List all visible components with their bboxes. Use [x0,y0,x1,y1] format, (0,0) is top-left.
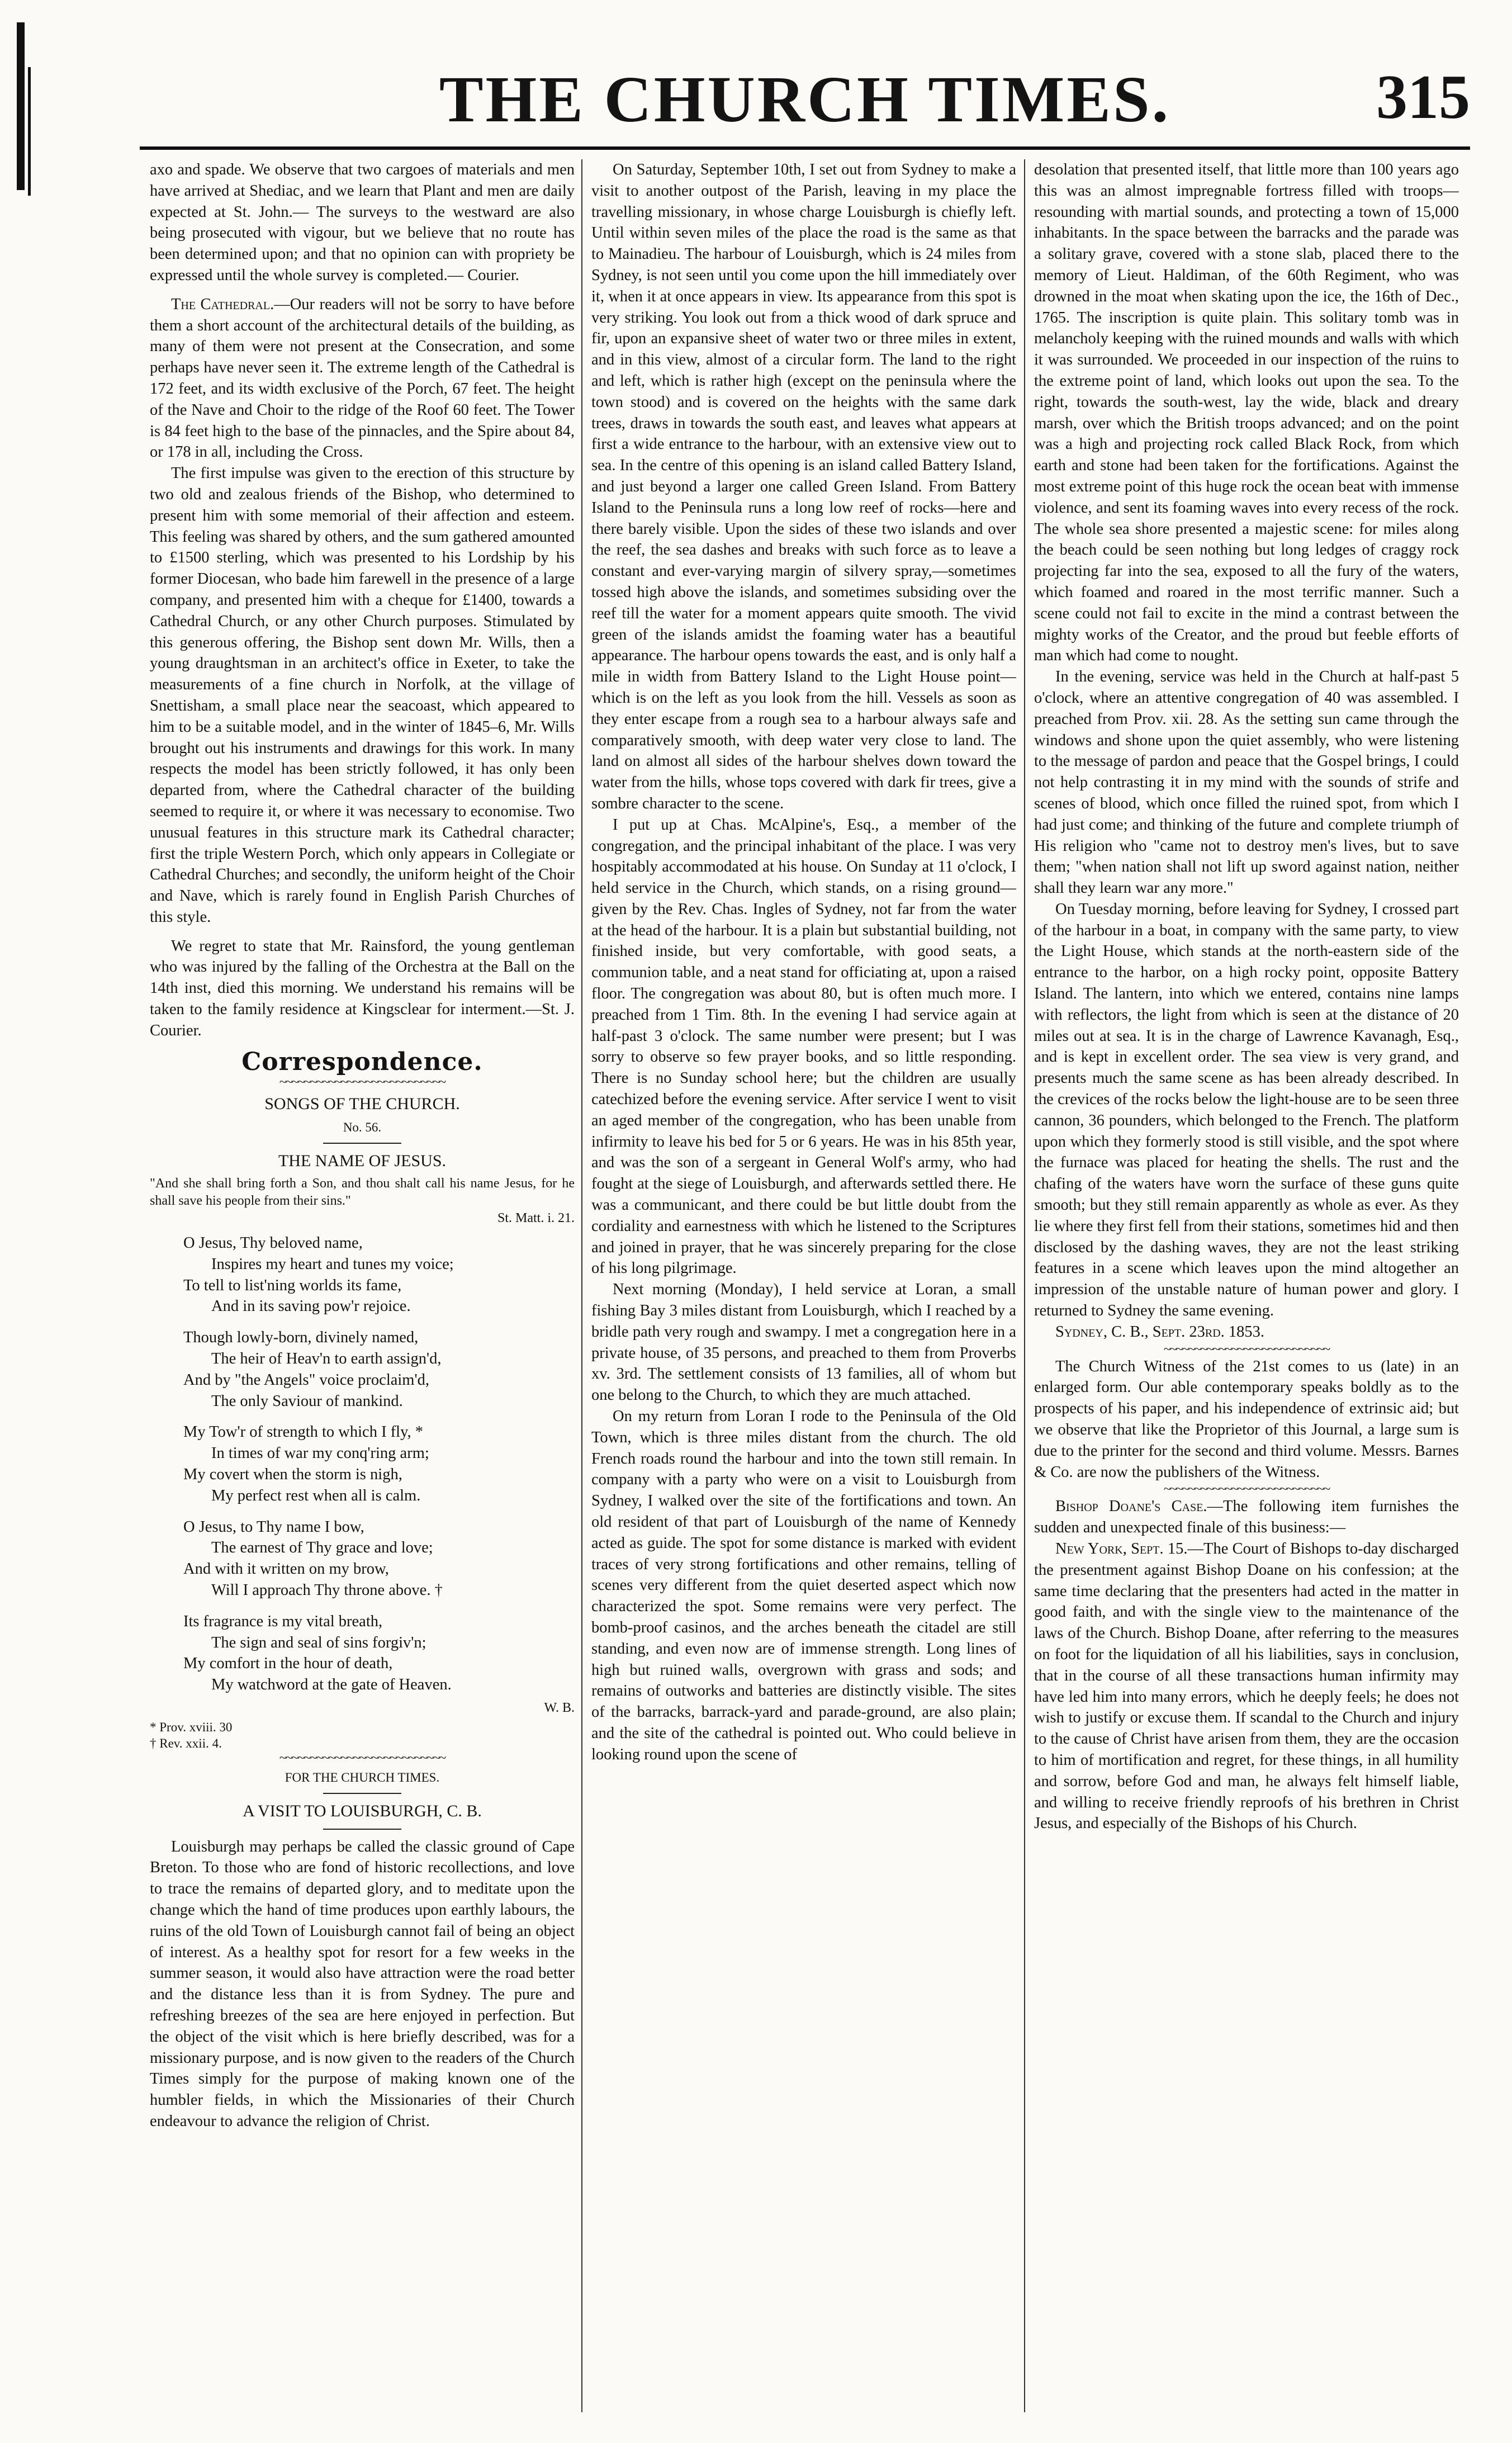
epigraph-reference: St. Matt. i. 21. [497,1211,575,1226]
new-york-text: —The Court of Bishops to-day discharged the presentment against Bishop Doane on his confession; at the same time declaring that the presenters had acted in the matter in good faith, and with the single view to the maintenance of the laws of the Church. Bishop Doane, after referring to the measures on foot for the liquidation of all his liabilities, says in conclusion, that in the course of all these transactions human infirmity may have led him into many errors, which he deeply feels; he does not wish to justify or excuse them. If scandal to the Church and injury to the cause of Christ have arisen from them, they are the occasion to him of mortification and regret, for these things, in all humility and sorrow, before God and man, he always felt himself liable, and willing to receive friendly reproofs of his brethren in Christ Jesus, and especially of the Bishops of his Church. [1034,1540,1459,1833]
visit-paragraph: On my return from Loran I rode to the Peninsula of the Old Town, which is three miles distant from the church. The old French roads round the harbour and into the town still remain. In company with a party who were on a visit to Louisburgh from Sydney, I walked over the site of the fortifications and town. An old resident of that part of Louisburgh of the name of Kennedy acted as guide. The spot for some distance is marked with evident traces of very strong fortifications and other remains, telling of scenes very different from the quiet deserted aspect which now characterized the spot. Some remains were very perfect. The bomb-proof casinos, and the arches beneath the citadel are still standing, and even now are of immense strength. Long lines of high but ruined walls, overgrown with grass and sods; and remains of outworks and batteries are distinctly visible. The sites of the barracks, barrack-yard and parade-ground, are also plain; and the site of the cathedral is pointed out. Who could believe in looking round upon the scene of [591,1408,1016,1763]
ornamental-divider: ~~~~~~~~~~~~~~~~~~~~~~~~~~~ [1163,1482,1330,1497]
epigraph [150,1175,575,1227]
epigraph-text: "And she shall bring forth a Son, and thou shalt call his name Jesus, for he shall save his people from their sins." [150,1176,575,1209]
hymn-stanza [183,1517,575,1601]
short-rule [323,1793,401,1794]
verse-line: O Jesus, Thy beloved name, [183,1234,363,1252]
column-1 [150,159,575,2418]
verse-line: My Tow'r of strength to which I fly, * [183,1423,424,1441]
hymn-stanza [183,1327,575,1412]
visit-paragraph: On Tuesday morning, before leaving for Sydney, I crossed part of the harbour in a boat, in company with the same party, to view the Light House, which stands at the north-eastern side of the entrance to the harbor, on a high rocky point, opposite Battery Island. The lantern, into which we entered, contains nine lamps with reflectors, the light from which is seen at the distance of 20 miles out at sea. It is in the charge of Lawrence Kavanagh, Esq., and is kept in excellent order. The sea view is very grand, and presents much the same scene as has been already described. In the crevices of the rocks below the light-house are to be seen three cannon, 36 pounders, which belonged to the French. The platform upon which they formerly stood is still visible, and the spot where the furnace was placed for heating the shells. The rust and the chafing of the waters have worn the surface of these guns quite smooth; but they still remain apparently as whole as ever. As they lie where they first fell from their stations, sometimes hid and then disclosed by the dashing waves, they are not the least striking features in a scene which leaves upon the mind altogether an impression of the unstable nature of human power and glory. I returned to Sydney the same evening. [1034,900,1459,1320]
verse-line: The sign and seal of sins forgiv'n; [211,1634,426,1651]
verse-line: Its fragrance is my vital breath, [183,1612,383,1630]
cathedral-paragraph [150,294,575,463]
section-lead: New York, Sept. 15. [1055,1540,1188,1557]
column-divider [1024,159,1025,2412]
article-heading: A VISIT TO LOUISBURGH, C. B. [243,1801,482,1820]
verse-line: And in its saving pow'r rejoice. [211,1298,411,1315]
newspaper-title: THE CHURCH TIMES. [439,63,1171,136]
obituary-paragraph: We regret to state that Mr. Rainsford, the young gentleman who was injured by the falling of the Orchestra at the Ball on the 14th inst, died this morning. We understand his remains will be taken to the family residence at Kingsclear for interment.—St. J. Courier. [150,937,575,1039]
contribution-line: FOR THE CHURCH TIMES. [285,1770,440,1784]
hymn-title: THE NAME OF JESUS. [278,1152,447,1171]
column-2 [591,159,1016,2418]
witness-paragraph: The Church Witness of the 21st comes to us (late) in an enlarged form. Our able contemporary speaks boldly as to the prospects of his paper, and his independence of extrinsic aid; but we observe that like the Proprietor of this Journal, a large sum is due to the printer for the second and third volume. Messrs. Barnes & Co. are now the publishers of the Witness. [1034,1357,1459,1481]
correspondence-heading: Correspondence. [241,1047,483,1076]
verse-line: Though lowly-born, divinely named, [183,1329,419,1347]
verse-line: To tell to list'ning worlds its fame, [183,1276,402,1294]
hymn-stanza [183,1611,575,1696]
hymn-stanza [183,1422,575,1506]
visit-paragraph: Louisburgh may perhaps be called the classic ground of Cape Breton. To those who are fond of historic recollections, and love to trace the remains of departed glory, and to meditate upon the change which the hand of time produces upon earthly labours, the ruins of the old Town of Louisburgh cannot fail of being an object of interest. As a healthy spot for resort for a few weeks in the summer season, it would also have attraction were the road better and the distance less than it is from Sydney. The pure and refreshing breezes of the sea are here enjoyed in perfection. But the object of the visit which is here briefly described, was for a missionary purpose, and is now given to the readers of the Church Times simply for the purpose of making known one of the humbler fields, in which the Missionaries of their Church endeavour to advance the religion of Christ. [150,1838,575,2130]
visit-paragraph: I put up at Chas. McAlpine's, Esq., a member of the congregation, and the principal inhabitant of the place. I was very hospitably accommodated at his house. On Sunday at 11 o'clock, I held service in the Church, which stands, on a rising ground—given by the Rev. Chas. Ingles of Sydney, not far from the water at the head of the harbour. It is a plain but substantial building, not finished inside, but very comfortable, with good seats, a communion table, and a neat stand for officiating at, upon a raised floor. The congregation was about 80, but is often much more. I preached from 1 Tim. 8th. In the evening I had service again at half-past 3 o'clock. The same number were present; but I was sorry to observe so few prayer books, and so little responding. There is no Sunday school here; but the children are usually catechized before the evening service. After service I went to visit an aged member of the congregation, who has been unable from infirmity to leave his bed for 5 or 6 years. He was in his 85th year, and was the son of a sergeant in General Wolf's army, who had fought at the siege of Louisburgh, and afterwards settled there. He was a communicant, and there could be but little doubt from the cordiality and earnestness with which he listened to the Scriptures and joined in prayer, that he was sincerely preparing for the close of his long pilgrimage. [591,816,1016,1277]
visit-paragraph: In the evening, service was held in the Church at half-past 5 o'clock, where an attentive congregation of 40 was assembled. I preached from Prov. xii. 28. As the setting sun came through the windows and shone upon the quiet assembly, who were listening to the message of pardon and peace that the Gospel brings, I could not help contrasting it in my mind with the sounds of strife and scenes of blood, which once filled the ruined spot, from which I had just come; and thinking of the future and complete triumph of His religion who "came not to destroy men's lives, but to save them; "when nation shall not lift up sword against nation, neither shall they learn war any more." [1034,668,1459,897]
hymn-signature: W. B. [544,1701,575,1715]
verse-line: And with it written on my brow, [183,1560,389,1578]
verse-line: The heir of Heav'n to earth assign'd, [211,1350,442,1368]
footnote: * Prov. xviii. 30 [150,1720,233,1734]
verse-line: In times of war my conq'ring arm; [211,1445,429,1462]
verse-line: Will I approach Thy throne above. † [211,1582,443,1599]
section-lead: The Cathedral. [171,295,274,313]
verse-line: My comfort in the hour of death, [183,1655,393,1673]
doane-paragraph [1034,1496,1459,1538]
verse-line: My perfect rest when all is calm. [211,1486,421,1504]
page-number: 315 [1376,63,1470,132]
scan-edge-mark [28,67,31,196]
cathedral-text: —Our readers will not be sorry to have before them a short account of the architectural details of the building, as many of them were not present at the Consecration, and some perhaps have never seen it. The extreme length of the Cathedral is 172 feet, and its width exclusive of the Porch, 67 feet. The height of the Nave and Choir to the ridge of the Roof 60 feet. The Tower is 84 feet high to the base of the pinnacles, and the Spire about 84, or 178 in all, including the Cross. [150,295,575,461]
scan-edge-mark [17,22,25,190]
cathedral-history-paragraph: The first impulse was given to the erection of this structure by two old and zealous friends of the Bishop, who determined to present him with some memorial of their affection and esteem. This feeling was shared by others, and the sum gathered amounted to £1500 sterling, which was presented to his Lordship by his former Diocesan, who bade him farewell in the presence of a large company, and presented him with a cheque for £1400, towards a Cathedral Church, or any other Church purposes. Stimulated by this generous offering, the Bishop sent down Mr. Wills, then a young draughtsman in an architect's office in Exeter, to take the measurements of a fine church in Norfolk, at the village of Snettisham, a small place near the seacoast, which appeared to him to be a suitable model, and in the winter of 1845–6, Mr. Wills brought out his instruments and drawings for this work. In many respects the model has been strictly followed, it has only been departed from, where the Cathedral character of the building seemed to require it, or where it was necessary to economise. Two unusual features in this structure mark its Cathedral character; first the triple Western Porch, which only appears in Collegiate or Cathedral Churches; and secondly, the uniform height of the Choir and Nave, which is rarely found in English Parish Churches of this style. [150,465,575,926]
short-rule [323,1143,401,1144]
verse-line: Inspires my heart and tunes my voice; [211,1255,454,1273]
section-lead: Bishop Doane's Case. [1055,1498,1207,1516]
songs-number: No. 56. [343,1120,382,1135]
ornamental-divider: ~~~~~~~~~~~~~~~~~~~~~~~~~~~ [1163,1342,1330,1357]
column-3 [1034,159,1459,2418]
footnote: † Rev. xxii. 4. [150,1736,222,1750]
verse-line: And by "the Angels" voice proclaim'd, [183,1371,429,1389]
verse-line: O Jesus, to Thy name I bow, [183,1518,364,1536]
hymn-stanza [183,1233,575,1317]
verse-line: My covert when the storm is nigh, [183,1466,402,1484]
songs-heading: SONGS OF THE CHURCH. [264,1095,460,1114]
verse-line: The only Saviour of mankind. [211,1392,403,1410]
visit-paragraph: Next morning (Monday), I held service at Loran, a small fishing Bay 3 miles distant from Louisburgh, which I reached by a bridle path very rough and swampy. I met a congregation here in a private house, of 35 persons, and preached to them from Proverbs xv. 3rd. The settlement consists of 13 families, all of whom but one belong to the Church, to which they are much attached. [591,1281,1016,1404]
visit-paragraph: desolation that presented itself, that little more than 100 years ago this was an almost impregnable fortress filled with troops—resounding with martial sounds, and protecting a town of 15,000 inhabitants. In the space between the barracks and the parade was a solitary grave, covered with a stone slab, placed there to the memory of Lieut. Haldiman, of the 60th Regiment, who was drowned in the moat when skating upon the ice, the 16th of Dec., 1765. The inscription is quite plain. This solitary tomb was in melancholy keeping with the ruined mounds and walls with which it was surrounded. We proceeded in our inspection of the ruins to the extreme point of land, which looks out upon the sea. To the right, towards the south-west, lay the wide, black and dreary marsh, over which the British troops advanced; and on the point was a high and projecting rock called Black Rock, from which earth and stone had been taken for the fortifications. Against the most extreme point of this huge rock the ocean beat with immense violence, and sent its foaming waves into every recess of the rock. The whole sea shore presented a majestic scene: for miles along the beach could be seen nothing but long ledges of craggy rock projecting far into the sea, exposed to all the fury of the waters, which foamed and roared in the most terrific manner. Such a scene could not fail to excite in the mind a contrast between the mighty works of the Creator, and the proud but feeble efforts of man which had come to nought. [1034,161,1459,665]
masthead [140,61,1470,145]
new-york-paragraph [1034,1538,1459,1834]
ornamental-divider: ~~~~~~~~~~~~~~~~~~~~~~~~~~~ [279,1750,445,1765]
visit-paragraph: On Saturday, September 10th, I set out from Sydney to make a visit to another outpost of the Parish, leaving in my place the travelling missionary, in whose charge Louisburgh is chiefly left. Until within seven miles of the place the road is the same as that to Mainadieu. The harbour of Louisburgh, which is 24 miles from Sydney, is not seen until you come upon the hill immediately over it, when it at once appears in view. Its appearance from this spot is very striking. You look out from a thick wood of dark spruce and fir, upon an expansive sheet of water two or three miles in extent, and in this view, almost of a circular form. The land to the right and left, which is rather high (except on the peninsula where the town stood) and is covered on the heights with the same dark trees, draws in towards the south east, and leaves what appears at first a wide entrance to the harbour, with an extensive view out to sea. In the centre of this opening is an island called Battery Island, and just beyond a larger one called Green Island. From Battery Island to the Peninsula runs a long low reef of rocks—here and there barely visible. Upon the sides of these two islands and over the reef, the sea dashes and breaks with such force as to leave a constant and ever-varying margin of silvery spray,—sometimes tossed high above the islands, and sometimes subsiding over the reef till the water for a moment appears quite smooth. The vivid green of the islands amidst the foaming water has a beautiful appearance. The harbour opens towards the east, and is only half a mile in width from Battery Island to the Light House point—which is on the left as you look from the hill. Vessels as soon as they enter escape from a rough sea to a harbour always safe and comparatively smooth, with deep water very close to land. The land on almost all sides of the harbour shelves down toward the water from the hills, whose tops covered with dark fir trees, give a sombre character to the scene. [591,161,1016,812]
railway-paragraph: axo and spade. We observe that two cargoes of materials and men have arrived at Shediac, and we learn that Plant and men are daily expected at St. John.— The surveys to the westward are also being prosecuted with vigour, but we believe that no route has been determined upon; and that no opinion can with propriety be expressed until the whole survey is completed.— Courier. [150,161,575,284]
dateline: Sydney, C. B., Sept. 23rd. 1853. [1055,1323,1265,1341]
ornamental-divider: ~~~~~~~~~~~~~~~~~~~~~~~~~~~ [279,1075,445,1090]
header-rule [140,146,1470,150]
doane-text: —The following item furnishes the sudden and unexpected finale of this business:— [1034,1498,1459,1537]
column-divider [581,159,582,2412]
verse-line: My watchword at the gate of Heaven. [211,1676,452,1694]
verse-line: The earnest of Thy grace and love; [211,1539,433,1557]
short-rule [323,1829,401,1830]
